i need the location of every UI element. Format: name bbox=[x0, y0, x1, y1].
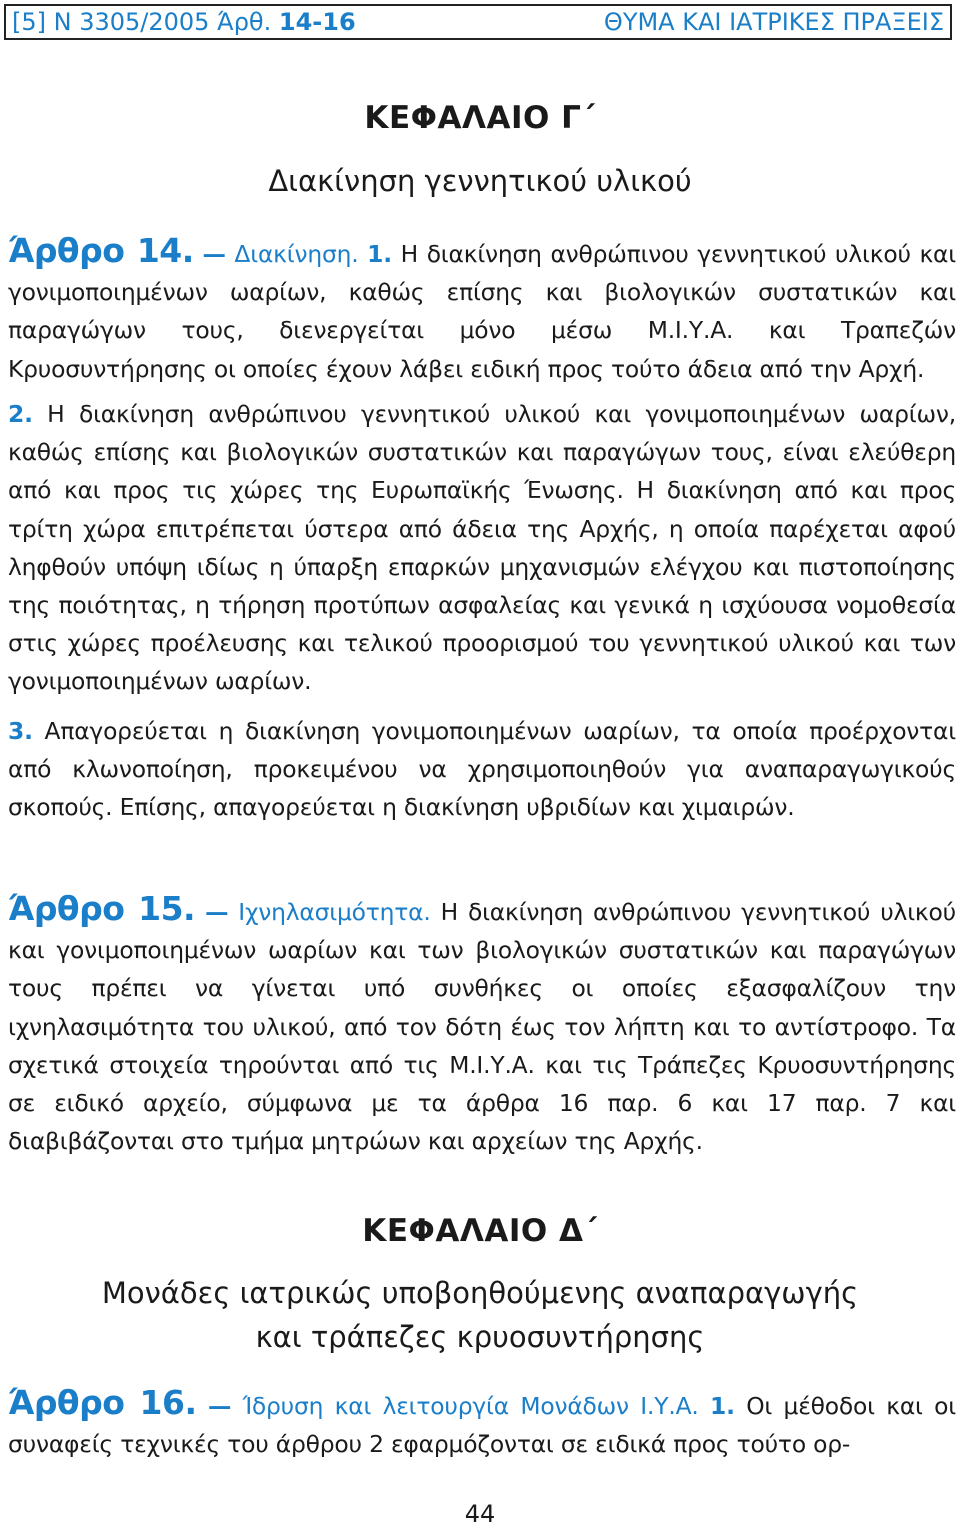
paragraph-number: 3. bbox=[8, 717, 33, 745]
chapter-c-title: ΚΕΦΑΛΑΙΟ Γ΄ bbox=[364, 100, 596, 136]
article-15-number: Άρθρο 15. bbox=[8, 889, 196, 928]
header-section-ref bbox=[12, 8, 356, 36]
paragraph-text: Οι μέθοδοι και οι συναφείς τεχνικές του άρθρου 2 εφαρμόζονται σε ειδικά προς τούτο ορ- bbox=[8, 1392, 956, 1459]
paragraph-number: 1. bbox=[710, 1392, 735, 1420]
header-article-range: 14-16 bbox=[278, 8, 356, 36]
article-14-title: Διακίνηση. bbox=[234, 240, 359, 268]
paragraph-number: 1. bbox=[367, 240, 392, 268]
paragraph-text: Η διακίνηση ανθρώπινου γεννητικού υλικού και γονιμοποιημένων ωαρίων, καθώς επίσης και βιολογικών συστατικών και παραγώγων τους, διενεργείται μόνο μέσω Μ.Ι.Υ.Α. και Τραπεζών Κρυοσυντήρησης οι οποίες έχουν λάβει ειδική προς τούτο άδεια από την Αρχή. bbox=[8, 240, 956, 383]
article-16-paragraph-1 bbox=[8, 1384, 956, 1463]
article-14-paragraph-2 bbox=[8, 395, 956, 701]
header-law-ref: [5] Ν 3305/2005 Άρθ. bbox=[12, 8, 272, 36]
chapter-d-title: ΚΕΦΑΛΑΙΟ Δ΄ bbox=[362, 1213, 598, 1249]
article-14-number: Άρθρο 14. bbox=[8, 231, 194, 270]
article-15-title: Ιχνηλασιμότητα. bbox=[238, 898, 431, 926]
article-14-paragraph-1 bbox=[8, 232, 956, 388]
chapter-d-subtitle-line-2: και τράπεζες κρυοσυντήρησης bbox=[255, 1320, 705, 1354]
article-15-paragraph bbox=[8, 890, 956, 1160]
page-number: 44 bbox=[464, 1500, 496, 1528]
chapter-d-subtitle-line-1: Μονάδες ιατρικώς υποβοηθούμενης αναπαραγωγής bbox=[101, 1276, 859, 1310]
article-dash: — bbox=[205, 898, 229, 926]
article-16-title: Ίδρυση και λειτουργία Μονάδων Ι.Υ.Α. bbox=[242, 1392, 699, 1420]
article-dash: — bbox=[202, 240, 226, 268]
chapter-c-subtitle: Διακίνηση γεννητικού υλικού bbox=[268, 164, 692, 198]
article-16-number: Άρθρο 16. bbox=[8, 1383, 197, 1422]
paragraph-text: Η διακίνηση ανθρώπινου γεννητικού υλικού και γονιμοποιημένων ωαρίων, καθώς επίσης και βιολογικών συστατικών και παραγώγων τους, είναι ελεύθερη από και προς τις χώρες της Ευρωπαϊκής Ένωσης. Η διακίνηση από και προς τρίτη χώρα επιτρέπεται ύστερα από άδεια της Αρχής, η οποία παρέχεται αφού ληφθούν υπόψη ιδίως η ύπαρξη επαρκών μηχανισμών ελέγχου και πιστοποίησης της ποιότητας, η τήρηση προτύπων ασφαλείας και γενικά η ισχύουσα νομοθεσία στις χώρες προέλευσης και τελικού προορισμού του γεννητικού υλικού και των γονιμοποιημένων ωαρίων. bbox=[8, 400, 956, 696]
header-topic: ΘΥΜΑ ΚΑΙ ΙΑΤΡΙΚΕΣ ΠΡΑΞΕΙΣ bbox=[603, 8, 944, 36]
article-14-paragraph-3 bbox=[8, 712, 956, 827]
paragraph-text: Η διακίνηση ανθρώπινου γεννητικού υλικού και γονιμοποιημένων ωαρίων και των βιολογικών συστατικών και παραγώγων τους πρέπει να γίνεται υπό συνθήκες οι οποίες εξασφαλίζουν την ιχνηλασιμότητα του υλικού, από τον δότη έως τον λήπτη και το αντίστροφο. Τα σχετικά στοιχεία τηρούνται από τις Μ.Ι.Υ.Α. και τις Τράπεζες Κρυοσυντήρησης σε ειδικό αρχείο, σύμφωνα με τα άρθρα 16 παρ. 6 και 17 παρ. 7 και διαβιβάζονται στο τμήμα μητρώων και αρχείων της Αρχής. bbox=[8, 898, 956, 1156]
article-dash: — bbox=[207, 1392, 232, 1420]
paragraph-text: Απαγορεύεται η διακίνηση γονιμοποιημένων ωαρίων, τα οποία προέρχονται από κλωνοποίηση, προκειμένου να χρησιμοποιηθούν για αναπαραγωγικούς σκοπούς. Επίσης, απαγορεύεται η διακίνηση υβριδίων και χιμαιρών. bbox=[8, 717, 956, 822]
running-header bbox=[4, 4, 952, 40]
paragraph-number: 2. bbox=[8, 400, 33, 428]
